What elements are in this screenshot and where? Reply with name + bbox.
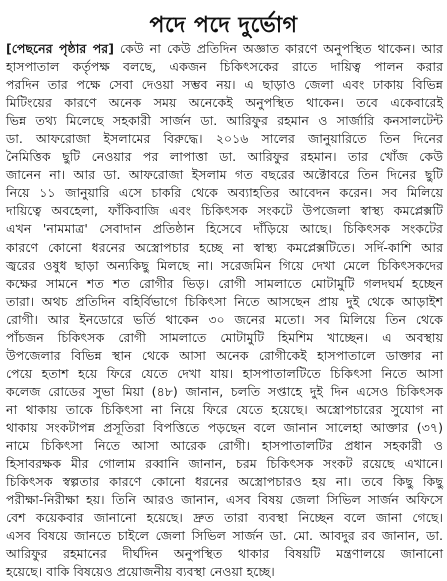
article-line-text: দায়িত্বে অবহেলা, ফাঁকিবাজি এবং চিকিৎসক সংকটে উপজেলা স্বাস্থ্য কমপ্লেক্সটি: [6, 203, 443, 219]
article-line: [6, 257, 443, 275]
article-line: [6, 112, 443, 130]
article-line: [6, 58, 443, 76]
article-line: [6, 365, 443, 383]
article-line: [6, 473, 443, 491]
article-line-text: জ্বরের ওষুধ ছাড়া অন্যকিছু মিলছে না। সরেজমিন গিয়ে দেখা মেলে চিকিৎসকদের: [6, 257, 443, 273]
article-line: [6, 293, 443, 311]
article-line: [6, 509, 443, 527]
article-line-text: মিটিংয়ের কারণে অনেক সময় অনেকেই অনুপস্থিত থাকেন। তবে একেবারেই: [6, 95, 443, 111]
article-line: [6, 419, 443, 437]
article-line-text: পরীক্ষা-নিরীক্ষা হয়। তিনি আরও জানান, এসব বিষয় জেলা সিভিল সার্জন অফিসে: [6, 492, 443, 508]
article-line-text: কেউ না কেউ প্রতিদিন অজ্ঞাত কারণে অনুপস্থিত থাকেন। আর: [113, 41, 443, 56]
article-line-text: রোগী। আর ইনডোরে ভর্তি থাকেন ৩০ জনের মতো। সব মিলিয়ে তিন থেকে: [6, 311, 443, 327]
article-line-text: হাসপাতাল কর্তৃপক্ষ বলছে, একজন চিকিৎসকের রাতে দায়িত্ব পালন করার: [6, 59, 443, 75]
article-line-text: পরদিন তার পক্ষে সেবা দেওয়া সম্ভব নয়। এ ছাড়াও জেলা এবং ঢাকায় বিভিন্ন: [6, 77, 443, 93]
article-line-text: এখন 'নামমাত্র' সেবাদান প্রতিষ্ঠান হিসেবে দাঁড়িয়ে আছে। চিকিৎসক সংকটের: [6, 221, 443, 237]
article-line: [6, 563, 443, 581]
article-line: [6, 455, 443, 473]
article-line: [6, 202, 443, 220]
article-line: [6, 491, 443, 509]
article-line-text: তারা। অথচ প্রতিদিন বহির্বিভাগে চিকিৎসা নিতে আসছেন প্রায় দুই থেকে আড়াইশ: [6, 293, 443, 309]
article-line: [6, 545, 443, 563]
article-line: [6, 148, 443, 166]
article-line: [6, 401, 443, 419]
article-line-text: এসব বিষয়ে জানতে চাইলে জেলা সিভিল সার্জন ডা. মো. আবদুর রব জানান, ডা.: [6, 528, 443, 544]
article-line-text: উপজেলার বিভিন্ন স্থান থেকে আসা অনেক রোগীকেই হাসপাতালে ডাক্তার না: [6, 347, 443, 363]
article-line: [6, 311, 443, 329]
article-line: [6, 220, 443, 238]
article-body: [6, 40, 443, 580]
article-line: [6, 130, 443, 148]
article-line-text: চিকিৎসক স্বল্পতার কারণে কোনো ধরনের অস্ত্রোপচারও হয় না। তবে কিছু কিছু: [6, 474, 443, 490]
continuation-ref: [পেছনের পৃষ্ঠার পর]: [6, 41, 114, 56]
article-line-text: পেয়ে হতাশ হয়ে ফিরে যেতে দেখা যায়। হাসপাতালটিতে চিকিৎসা নিতে আসা: [6, 365, 443, 381]
article-line-text: নৈমিত্তিক ছুটি নেওয়ার পর লাপাত্তা ডা. আরিফুর রহমান। তার খোঁজ কেউ: [6, 149, 443, 165]
article-line-text: ডা. আফরোজা ইসলামের বিরুদ্ধে। ২০১৬ সালের জানুয়ারিতে তিন দিনের: [6, 131, 443, 147]
article-line: [6, 437, 443, 455]
article-line: [6, 184, 443, 202]
article-line-text: থাকায় সংকটাপন্ন প্রসূতিরা বিপত্তিতে পড়ছেন বলে জানান সালেহা আক্তার (৩৭): [6, 419, 443, 435]
article-line-text: আরিফুর রহমানের দীর্ঘদিন অনুপস্থিত থাকার বিষয়টি মন্ত্রণালয়ে জানানো: [6, 546, 443, 562]
article-line-text: নিয়ে ১১ জানুয়ারি এসে চাকরি থেকে অব্যাহতির আবেদন করেন। সব মিলিয়ে: [6, 185, 443, 201]
article-line-text: নামে চিকিৎসা নিতে আসা আরেক রোগী। হাসপাতালটির প্রধান সহকারী ও: [6, 438, 443, 454]
article-line-text: জানেন না। আর ডা. আফরোজা ইসলাম গত বছরের অক্টোবরে তিন দিনের ছুটি: [6, 167, 443, 183]
article-line: [6, 527, 443, 545]
article-line-text: না থাকায় তাকে চিকিৎসা না নিয়ে ফিরে যেতে হয়েছে। অস্ত্রোপচারের সুযোগ না: [6, 401, 443, 417]
article-line: [6, 329, 443, 347]
article-line-text: হয়েছে। বাকি বিষয়েও প্রয়োজনীয় ব্যবস্থা নেওয়া হচ্ছে।: [6, 564, 275, 580]
article-line-text: পাঁচজন চিকিৎসক রোগী সামলাতে মোটামুটি হিমশিম খাচ্ছেন। এ অবস্থায়: [6, 329, 443, 345]
article-line: [6, 76, 443, 94]
article-line-text: ভিন্ন তথ্য মিলেছে সহকারী সার্জন ডা. আরিফুর রহমান ও সার্জারি কনসালটেন্ট: [6, 113, 443, 129]
article-line-text: হিসাবরক্ষক মীর গোলাম রব্বানি জানান, চরম চিকিৎসক সংকট রয়েছে এখানে।: [6, 456, 443, 472]
headline: পদে পদে দুর্ভোগ: [149, 13, 298, 38]
article-line: [6, 239, 443, 257]
article-line: [6, 94, 443, 112]
article-line-text: কলেজ রোডের সুভা মিয়া (৪৮) জানান, চলতি সপ্তাহে দুই দিন এসেও চিকিৎসক: [6, 383, 443, 399]
article-line: [6, 40, 443, 58]
article-line: [6, 347, 443, 365]
article-line: [6, 166, 443, 184]
article-line: [6, 383, 443, 401]
article-line-text: কারণে কোনো ধরনের অস্ত্রোপচার হচ্ছে না স্বাস্থ্য কমপ্লেক্সটিতে। সর্দি-কাশি আর: [6, 239, 443, 255]
article-line-text: কক্ষের সামনে শত শত রোগীর ভিড়। রোগী সামলাতে মোটামুটি গলদঘর্ম হচ্ছেন: [6, 275, 443, 291]
article-line: [6, 275, 443, 293]
article-line-text: বেশ কয়েকবার জানানো হয়েছে। দ্রুত তারা ব্যবস্থা নিচ্ছেন বলে জানা গেছে।: [6, 510, 443, 526]
